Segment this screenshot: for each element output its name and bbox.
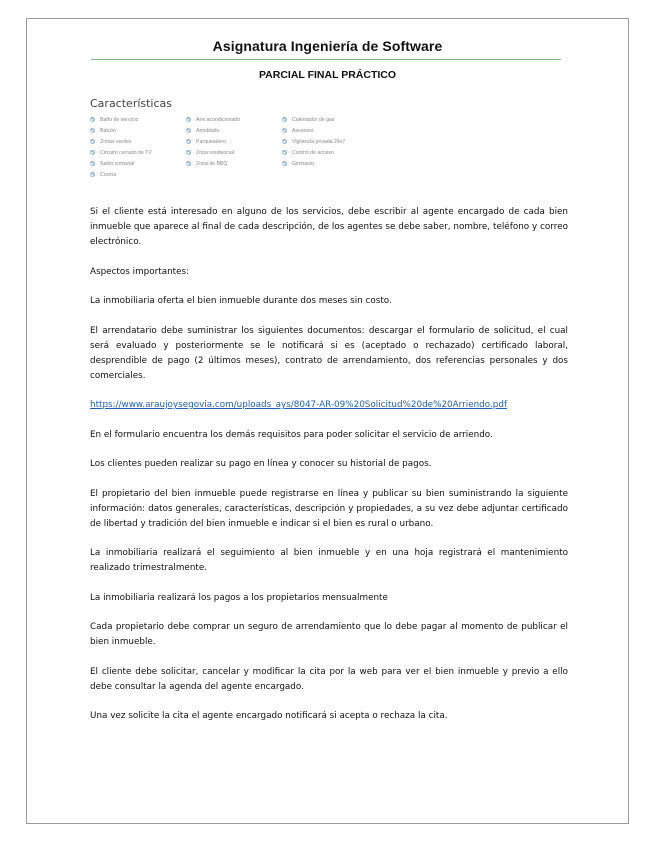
feature-item — [186, 159, 281, 168]
check-circle-icon — [186, 128, 191, 133]
feature-item — [186, 148, 281, 157]
check-circle-icon — [186, 150, 191, 155]
feature-label: Zona residencial — [196, 149, 235, 156]
feature-label: Control de acceso — [292, 149, 334, 156]
feature-item — [282, 115, 412, 124]
feature-label: Ascensor — [292, 127, 314, 134]
document-header — [27, 38, 628, 54]
feature-item — [186, 126, 281, 135]
feature-item — [282, 148, 412, 157]
features-grid — [90, 115, 570, 179]
check-circle-icon — [90, 128, 95, 133]
feature-label: Baño de servicio — [100, 116, 139, 123]
paragraph-intro: Si el cliente está interesado en alguno de los servicios, debe escribir al agente encargado de cada bien inmueble que aparece al final de cada descripción, de los agentes se debe saber, nombre, teléfono y correo electrónico. — [90, 207, 568, 247]
feature-label: Cocina — [100, 171, 117, 178]
feature-label: Calentador de gas — [292, 116, 335, 123]
check-circle-icon — [186, 117, 191, 122]
paragraph-maintenance: La inmobiliaria realizará el seguimiento al bien inmueble y en una hoja registrará el mantenimiento realizado trimestralmente. — [90, 548, 568, 573]
feature-label: Zona de BBQ — [196, 160, 228, 167]
paragraph-owner-payments: La inmobiliaria realizará los pagos a los propietarios mensualmente — [90, 592, 388, 603]
course-title: Asignatura Ingeniería de Software — [212, 38, 443, 54]
feature-item — [282, 137, 412, 146]
feature-label: Balcón — [100, 127, 116, 134]
feature-label: Parqueadero — [196, 138, 226, 145]
paragraph-documents: El arrendatario debe suministrar los siguientes documentos: descargar el formulario de solicitud, el cual será evaluado y posteriormente se le notificará si es (aceptado o rechazado) certificado laboral, desprendible de pago (2 últimos meses), contrato de arrendamiento, dos referencias personales y dos comerciales. — [90, 325, 568, 381]
feature-item — [90, 170, 185, 179]
document-body — [90, 205, 568, 739]
check-circle-icon — [90, 139, 95, 144]
paragraph-appointment: El cliente debe solicitar, cancelar y modificar la cita por la web para ver el bien inmueble y previo a ello debe consultar la agenda del agente encargado. — [90, 666, 568, 692]
paragraph-owner-registration: El propietario del bien inmueble puede registrarse en línea y publicar su bien suministrando la siguiente información: datos generales, características, descripción y propiedades, a su vez debe adjuntar certificado de libertad y tradición del bien inmueble e indicar si el bien es rural o urbano. — [90, 488, 568, 529]
feature-label: Zonas verdes — [100, 138, 132, 145]
check-circle-icon — [186, 161, 191, 166]
check-circle-icon — [282, 161, 287, 166]
feature-label: Salón comunal — [100, 160, 135, 167]
paragraph-insurance: Cada propietario debe comprar un seguro de arrendamiento que lo debe pagar al momento de publicar el bien inmueble. — [90, 622, 568, 647]
feature-label: Amoblado — [196, 127, 220, 134]
feature-item — [90, 115, 185, 124]
paragraph-online-payment: Los clientes pueden realizar su pago en línea y conocer su historial de pagos. — [90, 459, 432, 469]
paragraph-requirements: En el formulario encuentra los demás requisitos para poder solicitar el servicio de arriendo. — [90, 429, 493, 440]
check-circle-icon — [186, 139, 191, 144]
feature-item — [186, 115, 281, 124]
paragraph-important-heading: Aspectos importantes: — [90, 266, 190, 277]
feature-label: Gimnasio — [292, 160, 314, 167]
feature-item — [90, 148, 185, 157]
feature-item — [282, 126, 412, 135]
header-divider — [91, 59, 561, 60]
check-circle-icon — [90, 172, 95, 177]
feature-item — [90, 159, 185, 168]
check-circle-icon — [282, 139, 287, 144]
check-circle-icon — [90, 117, 95, 122]
exam-title: PARCIAL FINAL PRÁCTICO — [258, 69, 397, 81]
check-circle-icon — [90, 161, 95, 166]
form-download-link[interactable]: https://www.araujoysegovia.com/uploads_ays/8047-AR-09%20Solicitud%20de%20Arriendo.pdf — [90, 400, 508, 410]
feature-item — [90, 137, 185, 146]
document-page — [26, 18, 629, 824]
feature-label: Circuito cerrado de TV — [100, 149, 152, 156]
check-circle-icon — [90, 150, 95, 155]
paragraph-appointment-notification: Una vez solicite la cita el agente encargado notificará si acepta o rechaza la cita. — [90, 711, 448, 721]
check-circle-icon — [282, 117, 287, 122]
check-circle-icon — [282, 128, 287, 133]
features-section — [90, 97, 570, 179]
check-circle-icon — [282, 150, 287, 155]
feature-label: Aire acondicionado — [196, 116, 241, 123]
feature-item — [282, 159, 412, 168]
paragraph-offer: La inmobiliaria oferta el bien inmueble durante dos meses sin costo. — [90, 296, 392, 306]
features-title: Características — [90, 97, 173, 110]
feature-item — [186, 137, 281, 146]
feature-label: Vigilancia privada 24x7 — [292, 138, 346, 145]
feature-item — [90, 126, 185, 135]
